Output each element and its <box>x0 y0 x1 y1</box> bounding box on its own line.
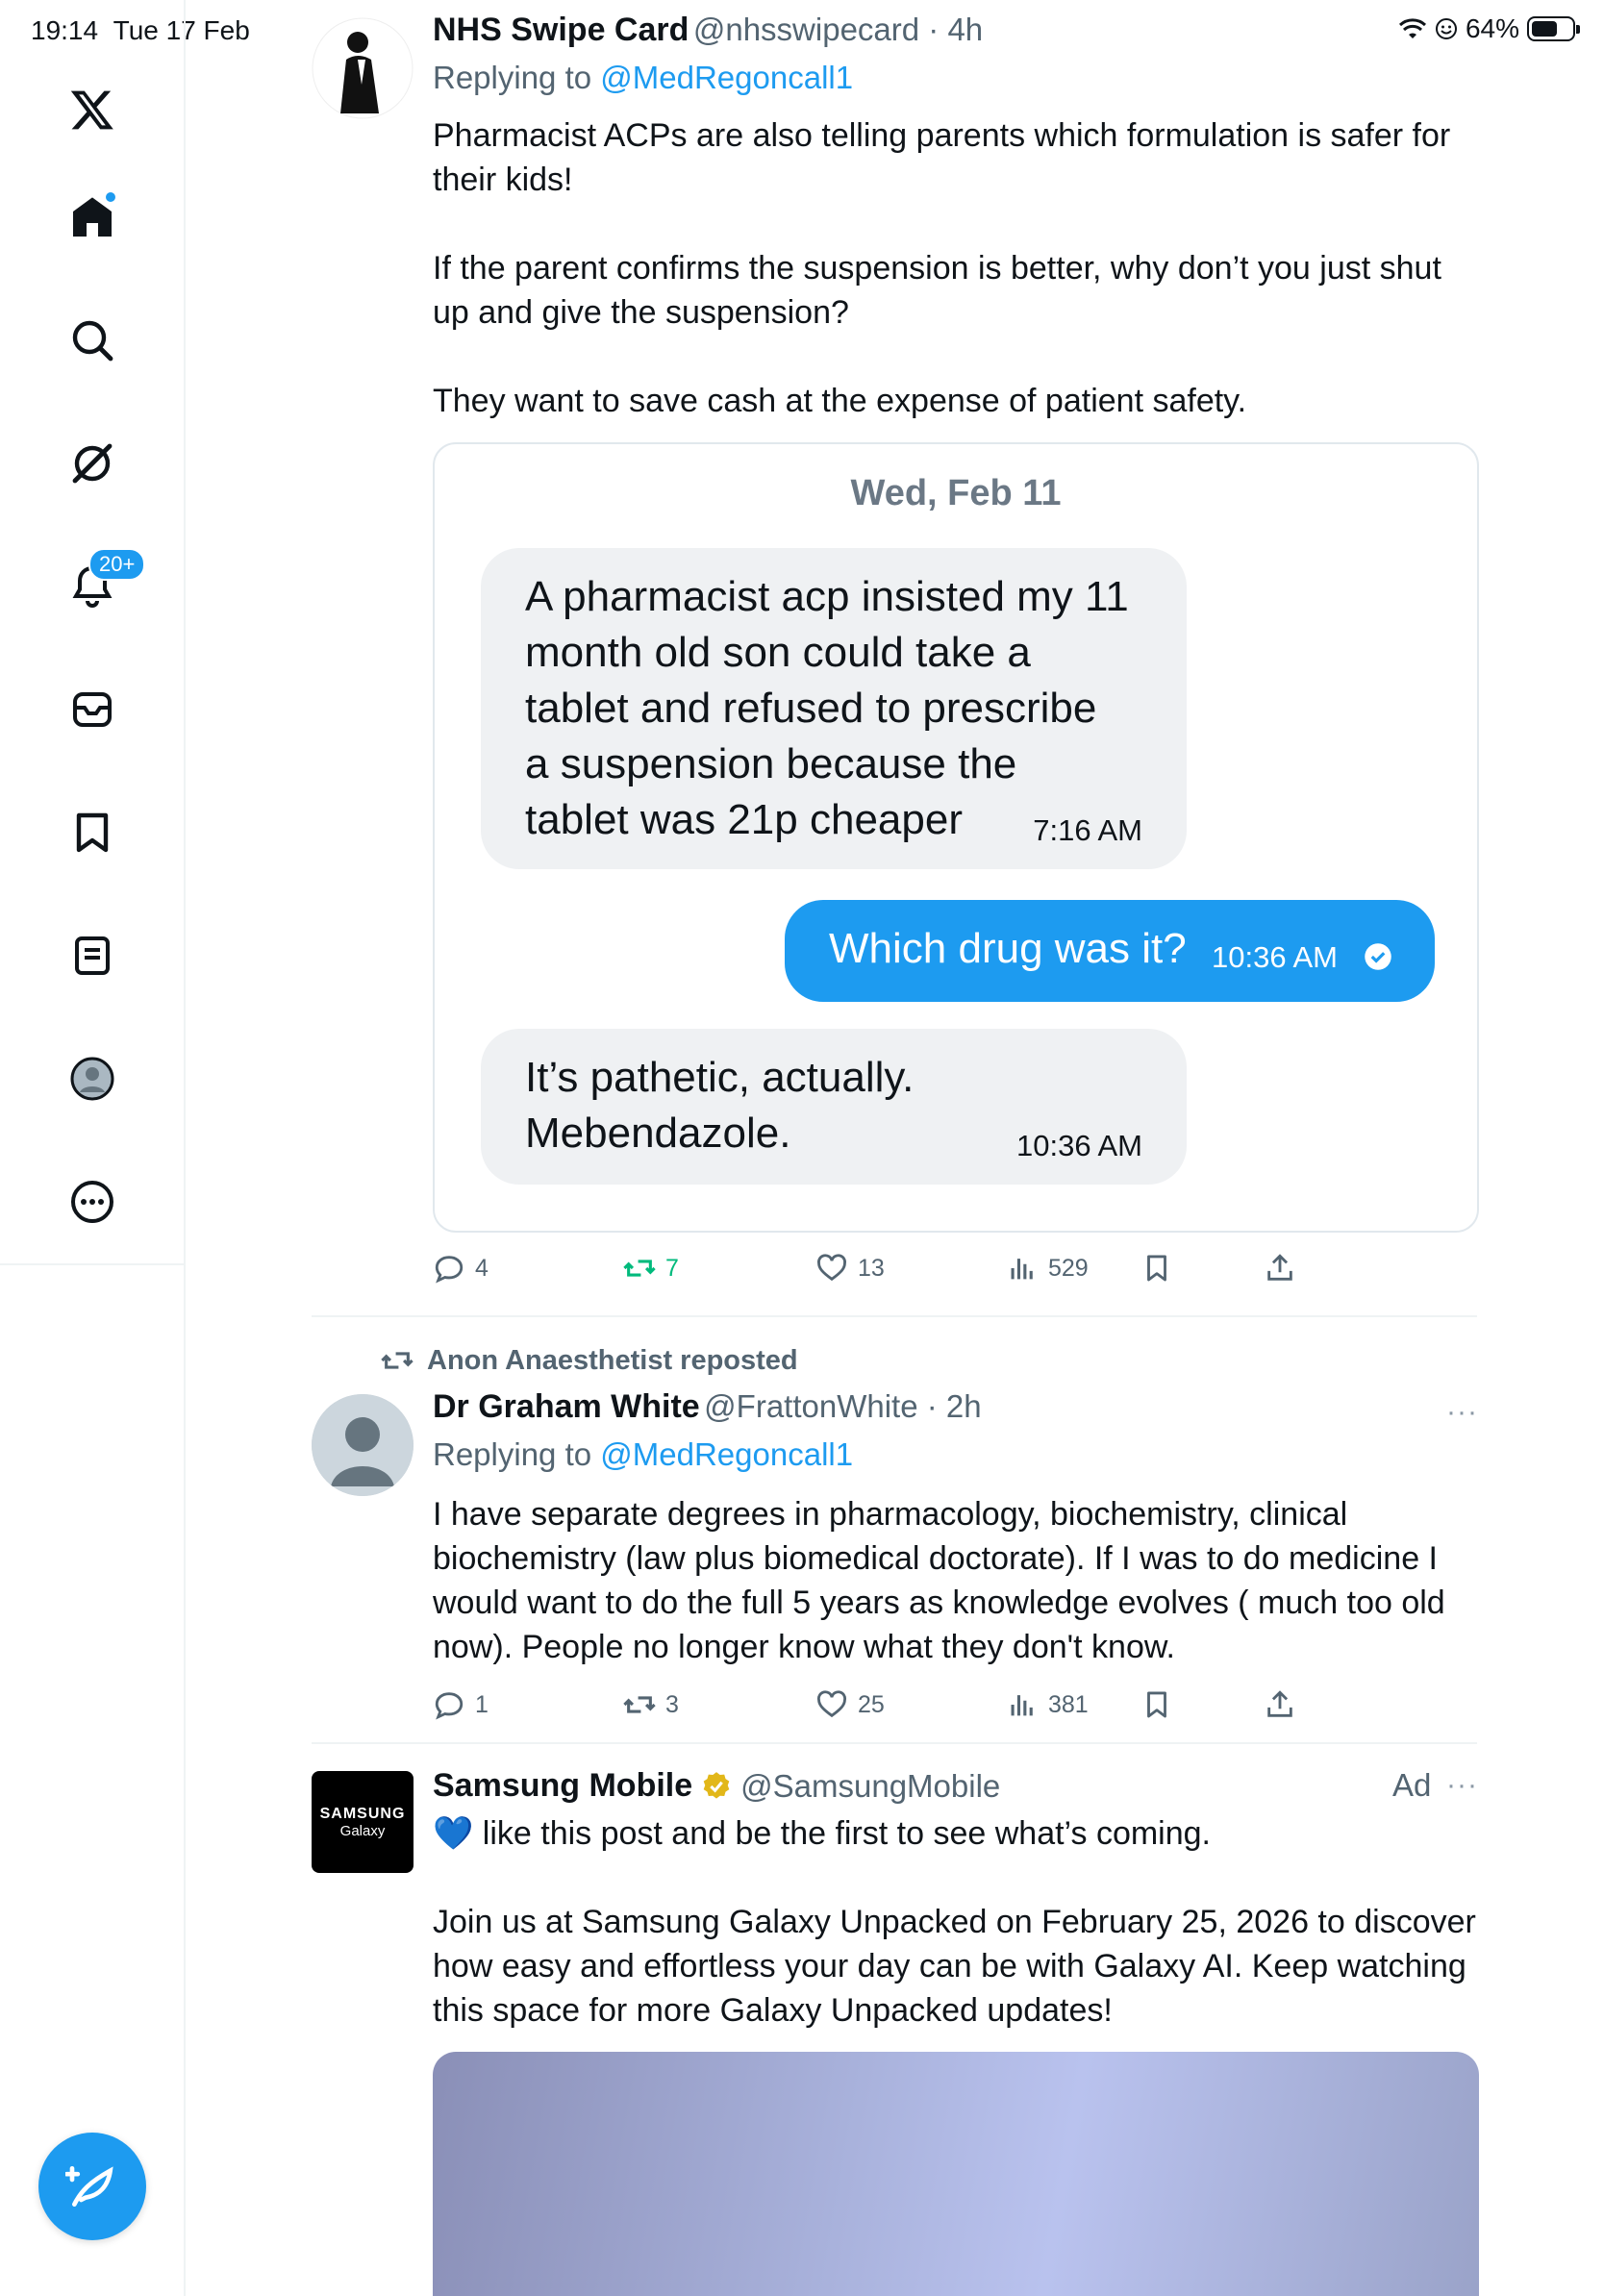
views-button[interactable]: 381 <box>1006 1688 1089 1721</box>
display-name[interactable]: NHS Swipe Card <box>433 12 689 48</box>
tweet-text: I have separate degrees in pharmacology, biochemistry, clinical biochemistry (law plus biomedical doctorate). If I was to do medicine I would want to do the full 5 years as knowledge evolves ( much too old now). People no longer know what they don't know. <box>433 1496 1455 1665</box>
avatar[interactable] <box>312 1394 414 1496</box>
bookmark-icon <box>69 810 115 856</box>
repost-label[interactable]: Anon Anaesthetist reposted <box>427 1344 798 1376</box>
reply-icon <box>433 1688 465 1721</box>
repost-button[interactable]: 3 <box>623 1688 679 1721</box>
sidebar-item-notifications[interactable] <box>63 552 136 615</box>
sidebar-item-home[interactable] <box>63 188 121 246</box>
heart-icon <box>815 1688 848 1721</box>
chat-bubble-outgoing: Which drug was it? 10:36 AM <box>785 900 1435 1002</box>
focus-icon <box>1435 17 1458 40</box>
search-icon <box>69 317 115 363</box>
repost-icon <box>623 1252 656 1285</box>
heart-icon <box>815 1252 848 1285</box>
handle[interactable]: @SamsungMobile <box>740 1767 1001 1804</box>
tweet-actions <box>433 1688 1356 1727</box>
bookmark-button[interactable] <box>1140 1688 1173 1721</box>
replying-to: Replying to @MedRegoncall1 <box>433 1436 854 1472</box>
chat-screenshot-image[interactable] <box>433 442 1479 1233</box>
bookmark-icon <box>1140 1688 1173 1721</box>
more-icon <box>69 1179 115 1225</box>
views-icon <box>1006 1252 1039 1285</box>
avatar-logo-text: SAMSUNG <box>319 1805 406 1822</box>
sidebar-item-more[interactable] <box>63 1173 121 1231</box>
views-icon <box>1006 1688 1039 1721</box>
profile-icon <box>69 1056 115 1102</box>
lists-icon <box>69 933 115 979</box>
bookmark-icon <box>1140 1252 1173 1285</box>
ad-media-image[interactable] <box>433 2052 1479 2296</box>
compose-button[interactable] <box>38 2133 146 2240</box>
handle[interactable]: @nhsswipecard <box>692 12 920 47</box>
reply-icon <box>433 1252 465 1285</box>
views-button[interactable]: 529 <box>1006 1252 1089 1285</box>
wifi-icon <box>1398 17 1427 40</box>
timestamp[interactable]: 2h <box>945 1388 982 1424</box>
tweet-actions <box>433 1252 1356 1290</box>
battery-icon <box>1527 16 1575 41</box>
notifications-badge: 20+ <box>88 548 145 581</box>
display-name[interactable]: Samsung Mobile <box>433 1767 693 1804</box>
status-time: 19:14 Tue 17 Feb <box>31 15 250 45</box>
display-name[interactable]: Dr Graham White <box>433 1388 700 1425</box>
verified-gold-icon <box>700 1770 733 1803</box>
handle[interactable]: @FrattonWhite <box>704 1388 918 1424</box>
avatar[interactable] <box>312 17 414 119</box>
unread-dot <box>104 190 117 204</box>
like-button[interactable]: 25 <box>815 1688 885 1721</box>
timestamp[interactable]: 4h <box>947 12 984 47</box>
chat-date: Wed, Feb 11 <box>850 473 1062 513</box>
repost-icon <box>623 1688 656 1721</box>
like-button[interactable]: 13 <box>815 1252 885 1285</box>
sidebar-item-bookmarks[interactable] <box>63 804 121 861</box>
mention-link[interactable]: @MedRegoncall1 <box>600 60 854 95</box>
grok-icon <box>69 440 115 487</box>
sidebar <box>0 0 186 2296</box>
tweet-text: 💙 like this post and be the first to see what’s coming. <box>433 1815 1211 1852</box>
sidebar-item-lists[interactable] <box>63 927 121 985</box>
share-icon <box>1264 1688 1296 1721</box>
share-button[interactable] <box>1264 1688 1296 1721</box>
more-options-button[interactable]: ··· <box>1446 1396 1478 1428</box>
repost-button[interactable]: 7 <box>623 1252 679 1285</box>
reply-button[interactable]: 1 <box>433 1688 489 1721</box>
sidebar-item-search[interactable] <box>63 312 121 369</box>
bookmark-button[interactable] <box>1140 1252 1173 1285</box>
replying-to: Replying to @MedRegoncall1 <box>433 60 854 95</box>
tweet-divider <box>312 1742 1477 1744</box>
delivered-check-icon <box>1364 942 1392 971</box>
tweet-text: Pharmacist ACPs are also telling parents which formulation is safer for their kids! If the parent confirms the suspension is better, why don’t you just shut up and give the suspension? They want to save cash at the expense of patient safety. <box>433 117 1451 419</box>
avatar[interactable] <box>312 1771 414 1873</box>
tweet-divider <box>312 1315 1477 1317</box>
sidebar-item-grok[interactable] <box>63 435 121 492</box>
mention-link[interactable]: @MedRegoncall1 <box>600 1436 854 1472</box>
repost-header <box>381 1344 798 1377</box>
messages-icon <box>69 686 115 733</box>
ad-label: Ad <box>1392 1767 1432 1803</box>
battery-percent: 64% <box>1465 13 1519 43</box>
chat-bubble-incoming: A pharmacist acp insisted my 11 month old son could take a tablet and refused to prescribe a suspension because the tablet was 21p cheaper 7:16 AM <box>481 548 1187 869</box>
more-options-button[interactable]: ··· <box>1446 1769 1478 1801</box>
repost-icon <box>381 1344 414 1377</box>
tweet-text: Join us at Samsung Galaxy Unpacked on February 25, 2026 to discover how easy and effortless your day can be with Galaxy AI. Keep watching this space for more Galaxy Unpacked updates! <box>433 1904 1486 2029</box>
share-button[interactable] <box>1264 1252 1296 1285</box>
status-indicators <box>1398 13 1575 44</box>
sidebar-item-messages[interactable] <box>63 681 121 738</box>
reply-button[interactable]: 4 <box>433 1252 489 1285</box>
chat-bubble-incoming: It’s pathetic, actually. Mebendazole. 10:36 AM <box>481 1029 1187 1185</box>
x-logo-icon[interactable] <box>63 81 121 138</box>
avatar-logo-subtext: Galaxy <box>339 1822 386 1839</box>
compose-icon <box>65 2159 119 2213</box>
share-icon <box>1264 1252 1296 1285</box>
sidebar-divider <box>0 1263 186 1265</box>
sidebar-item-profile[interactable] <box>63 1050 121 1108</box>
